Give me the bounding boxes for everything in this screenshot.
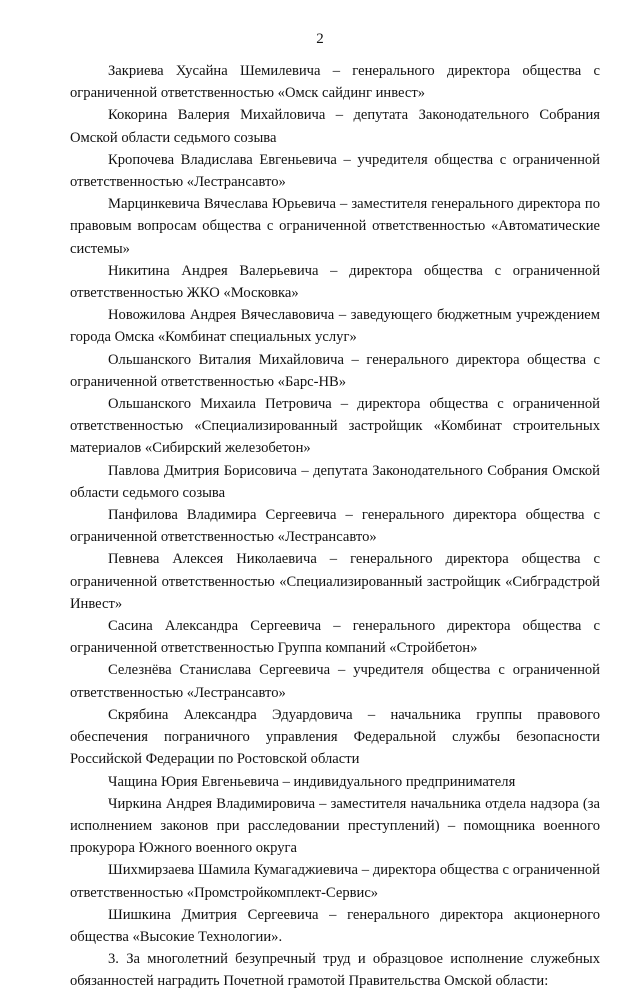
list-item: Шихмирзаева Шамила Кумагаджиевича – директора общества с ограниченной ответственностью «Промстройкомплект-Сервис» xyxy=(70,862,600,901)
list-item: Марцинкевича Вячеслава Юрьевича – заместителя генерального директора по правовым вопросам общества с ограниченной ответственностью «Автоматические системы» xyxy=(70,196,600,257)
list-item: Никитина Андрея Валерьевича – директора общества с ограниченной ответственностью ЖКО «Московка» xyxy=(70,262,600,302)
list-item: Чиркина Андрея Владимировича – заместителя начальника отдела надзора (за исполнением законов при расследовании преступлений) – помощника военного прокурора Южного военного округа xyxy=(70,795,600,857)
list-item: Селезнёва Станислава Сергеевича – учредителя общества с ограниченной ответственностью «Лестрансавто» xyxy=(70,662,600,701)
list-item: Кокорина Валерия Михайловича – депутата Законодательного Собрания Омской области седьмого созыва xyxy=(70,107,600,146)
list-item: Кропочева Владислава Евгеньевича – учредителя общества с ограниченной ответственностью «Лестрансавто» xyxy=(70,151,600,191)
list-item: Певнева Алексея Николаевича – генерального директора общества с ограниченной ответственностью «Специализированный застройщик «Сибградстрой Инвест» xyxy=(70,551,600,612)
document-body xyxy=(70,60,600,993)
list-item: Шишкина Дмитрия Сергеевича – генерального директора акционерного общества «Высокие Технологии». xyxy=(70,906,600,945)
list-item: Панфилова Владимира Сергеевича – генерального директора общества с ограниченной ответственностью «Лестрансавто» xyxy=(70,507,600,546)
list-item: Новожилова Андрея Вячеславовича – заведующего бюджетным учреждением города Омска «Комбинат специальных услуг» xyxy=(70,307,600,346)
list-item: Закриева Хусайна Шемилевича – генерального директора общества с ограниченной ответственностью «Омск сайдинг инвест» xyxy=(70,63,600,102)
list-item: Павлова Дмитрия Борисовича – депутата Законодательного Собрания Омской области седьмого созыва xyxy=(70,462,600,501)
list-item: Ольшанского Виталия Михайловича – генерального директора общества с ограниченной ответственностью «Барс-НВ» xyxy=(70,351,600,390)
list-item: Ольшанского Михаила Петровича – директора общества с ограниченной ответственностью «Специализированный застройщик «Комбинат строительных материалов «Сибирский железобетон» xyxy=(70,396,600,457)
list-item: Скрябина Александра Эдуардовича – начальника группы правового обеспечения пограничного управления Федеральной службы безопасности Российской Федерации по Ростовской области xyxy=(70,706,600,768)
list-item: Сасина Александра Сергеевича – генерального директора общества с ограниченной ответственностью Группа компаний «Стройбетон» xyxy=(70,618,600,657)
section-paragraph: 3. За многолетний безупречный труд и образцовое исполнение служебных обязанностей наградить Почетной грамотой Правительства Омской области: xyxy=(70,951,600,990)
list-item: Чащина Юрия Евгеньевича – индивидуального предпринимателя xyxy=(108,773,516,790)
page-number: 2 xyxy=(316,31,324,47)
